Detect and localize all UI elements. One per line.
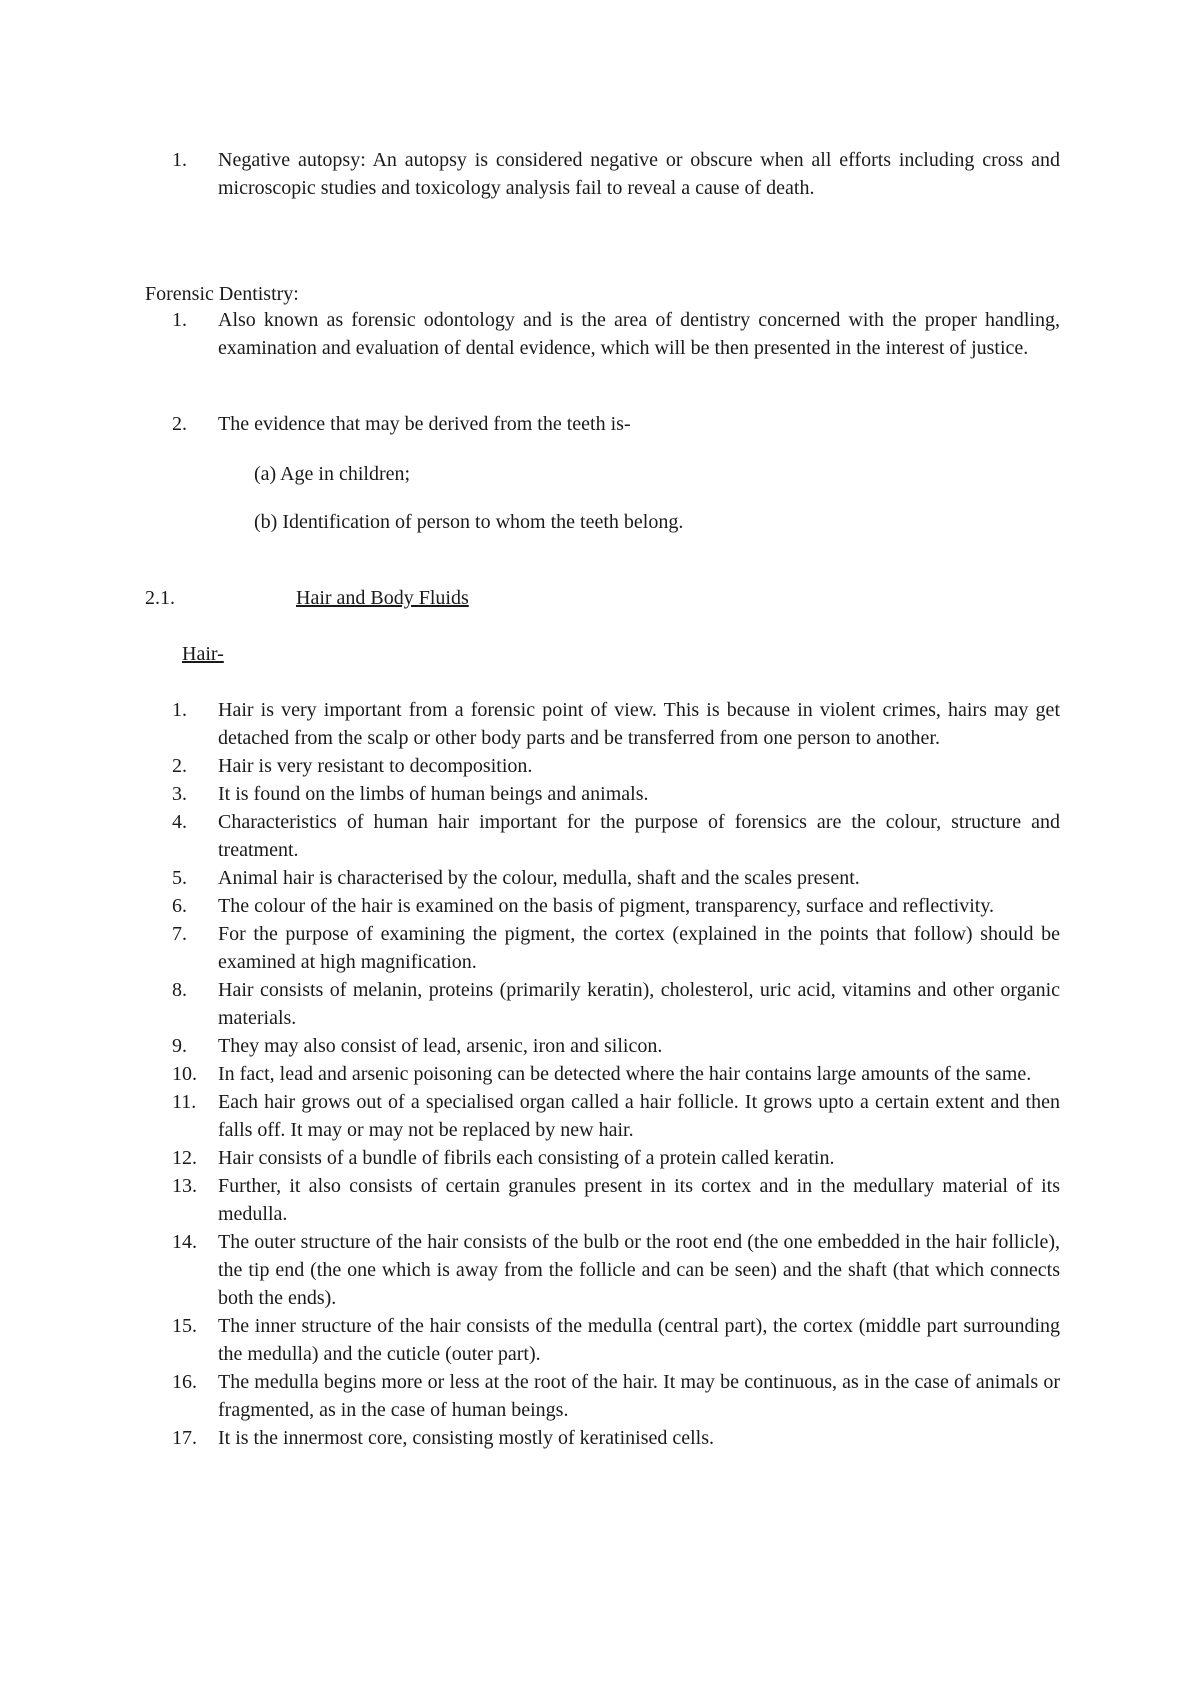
list-item xyxy=(172,146,1060,202)
list-item xyxy=(172,864,1060,892)
list-number: 15. xyxy=(172,1315,197,1337)
list-item xyxy=(172,1144,1060,1172)
list-item xyxy=(172,1424,1060,1452)
list-number: 8. xyxy=(172,979,187,1001)
list-text: Further, it also consists of certain granules present in its cortex and in the medullary material of its medulla. xyxy=(218,1175,1060,1225)
list-number: 10. xyxy=(172,1063,197,1085)
list-text: The evidence that may be derived from the teeth is- xyxy=(218,413,631,435)
list-text: Hair is very resistant to decomposition. xyxy=(218,755,533,777)
list-number: 6. xyxy=(172,895,187,917)
list-text: For the purpose of examining the pigment, the cortex (explained in the points that follow) should be examined at high magnification. xyxy=(218,923,1060,973)
list-number: 11. xyxy=(172,1091,197,1113)
list-number: 12. xyxy=(172,1147,197,1169)
list-item xyxy=(172,1060,1060,1088)
list-text: Hair consists of melanin, proteins (primarily keratin), cholesterol, uric acid, vitamins and other organic materials. xyxy=(218,979,1060,1029)
section-number: 2.1. xyxy=(145,587,175,609)
list-number: 4. xyxy=(172,811,187,833)
intro-list xyxy=(172,146,1060,202)
list-item xyxy=(172,696,1060,752)
list-number: 14. xyxy=(172,1231,197,1253)
list-item xyxy=(172,1228,1060,1312)
list-text: Each hair grows out of a specialised organ called a hair follicle. It grows upto a certain extent and then falls off. It may or may not be replaced by new hair. xyxy=(218,1091,1060,1141)
list-text: They may also consist of lead, arsenic, iron and silicon. xyxy=(218,1035,663,1057)
list-number: 1. xyxy=(172,309,187,331)
list-item xyxy=(172,306,1060,362)
list-number: 7. xyxy=(172,923,187,945)
list-item xyxy=(172,808,1060,864)
list-text: In fact, lead and arsenic poisoning can be detected where the hair contains large amounts of the same. xyxy=(218,1063,1032,1085)
list-item xyxy=(172,1088,1060,1144)
list-text: The outer structure of the hair consists of the bulb or the root end (the one embedded in the hair follicle), the tip end (the one which is away from the follicle and can be seen) and the shaft (that which connects both the ends). xyxy=(218,1231,1060,1309)
list-item xyxy=(172,1312,1060,1368)
list-text: Characteristics of human hair important for the purpose of forensics are the colour, structure and treatment. xyxy=(218,811,1060,861)
list-number: 16. xyxy=(172,1371,197,1393)
sub-item: (b) Identification of person to whom the teeth belong. xyxy=(254,511,684,533)
section-title: Hair and Body Fluids xyxy=(296,587,469,609)
list-text: Animal hair is characterised by the colour, medulla, shaft and the scales present. xyxy=(218,867,860,889)
list-number: 2. xyxy=(172,755,187,777)
list-number: 1. xyxy=(172,149,187,171)
list-text: The medulla begins more or less at the root of the hair. It may be continuous, as in the case of animals or fragmented, as in the case of human beings. xyxy=(218,1371,1060,1421)
list-text: The colour of the hair is examined on the basis of pigment, transparency, surface and reflectivity. xyxy=(218,895,995,917)
hair-list xyxy=(172,696,1060,1452)
list-number: 13. xyxy=(172,1175,197,1197)
forensic-dentistry-list xyxy=(172,306,1060,362)
list-number: 2. xyxy=(172,413,187,435)
forensic-dentistry-list-2 xyxy=(172,410,1060,438)
list-item xyxy=(172,920,1060,976)
list-text: Also known as forensic odontology and is the area of dentistry concerned with the proper handling, examination and evaluation of dental evidence, which will be then presented in the interest of justice. xyxy=(218,309,1060,359)
list-text: It is the innermost core, consisting mostly of keratinised cells. xyxy=(218,1427,715,1449)
list-item xyxy=(172,780,1060,808)
list-text: The inner structure of the hair consists of the medulla (central part), the cortex (middle part surrounding the medulla) and the cuticle (outer part). xyxy=(218,1315,1060,1365)
list-item xyxy=(172,1172,1060,1228)
list-item xyxy=(172,892,1060,920)
list-text: Negative autopsy: An autopsy is considered negative or obscure when all efforts including cross and microscopic studies and toxicology analysis fail to reveal a cause of death. xyxy=(218,149,1060,199)
list-item xyxy=(172,410,1060,438)
list-number: 17. xyxy=(172,1427,197,1449)
list-number: 1. xyxy=(172,699,187,721)
list-number: 3. xyxy=(172,783,187,805)
hair-heading: Hair- xyxy=(182,643,224,665)
list-item xyxy=(172,1368,1060,1424)
list-text: Hair consists of a bundle of fibrils each consisting of a protein called keratin. xyxy=(218,1147,835,1169)
list-item xyxy=(172,1032,1060,1060)
list-item xyxy=(172,752,1060,780)
sub-item: (a) Age in children; xyxy=(254,463,411,485)
list-text: Hair is very important from a forensic point of view. This is because in violent crimes, hairs may get detached from the scalp or other body parts and be transferred from one person to another. xyxy=(218,699,1060,749)
list-item xyxy=(172,976,1060,1032)
list-text: It is found on the limbs of human beings and animals. xyxy=(218,783,649,805)
list-number: 5. xyxy=(172,867,187,889)
forensic-dentistry-heading: Forensic Dentistry: xyxy=(145,283,299,305)
list-number: 9. xyxy=(172,1035,187,1057)
